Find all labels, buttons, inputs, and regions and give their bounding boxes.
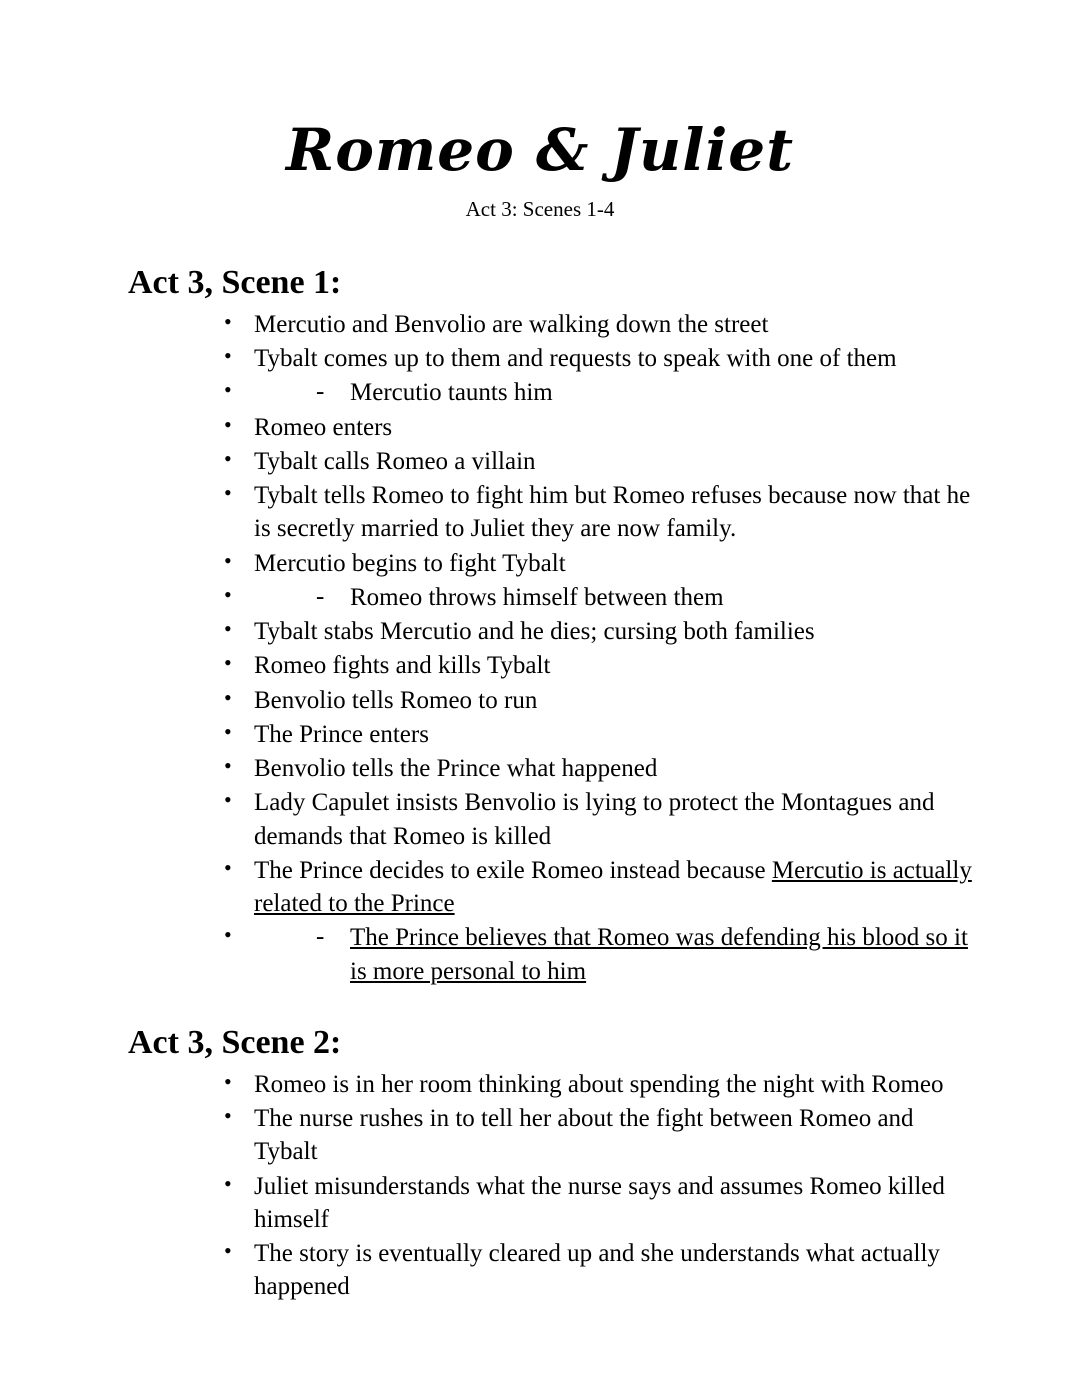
list-item: • The Prince enters <box>224 718 974 751</box>
list-item: • Tybalt stabs Mercutio and he dies; cursing both families <box>224 615 974 648</box>
sublist-container <box>224 376 974 409</box>
page-title: Romeo & Juliet <box>286 116 794 184</box>
list-item-text-underlined: Mercutio is actually related to the Prince <box>254 856 972 918</box>
sublist-container <box>224 581 974 614</box>
list-item: • The nurse rushes in to tell her about the fight between Romeo and Tybalt <box>224 1102 974 1169</box>
outline-list <box>96 308 984 988</box>
page-subtitle: Act 3: Scenes 1-4 <box>465 196 615 221</box>
sublist-item: - • The Prince believes that Romeo was defending his blood so it is more personal to him <box>316 921 974 988</box>
list-item: • Lady Capulet insists Benvolio is lying to protect the Montagues and demands that Romeo is killed <box>224 786 974 853</box>
list-item: • The story is eventually cleared up and she understands what actually happened <box>224 1237 974 1304</box>
list-item: • Tybalt tells Romeo to fight him but Romeo refuses because now that he is secretly married to Juliet they are now family. <box>224 479 974 546</box>
list-item: • Romeo is in her room thinking about spending the night with Romeo <box>224 1068 974 1101</box>
list-item-text-plain: The Prince decides to exile Romeo instead because <box>254 856 772 884</box>
list-item <box>224 854 974 921</box>
list-item: • Tybalt calls Romeo a villain <box>224 445 974 478</box>
list-item: • Benvolio tells Romeo to run <box>224 684 974 717</box>
list-item: • Romeo fights and kills Tybalt <box>224 649 974 682</box>
sublist-item: - • Romeo throws himself between them <box>316 581 974 614</box>
list-item: • Mercutio begins to fight Tybalt <box>224 547 974 580</box>
list-item: • Juliet misunderstands what the nurse says and assumes Romeo killed himself <box>224 1170 974 1237</box>
outline-sublist <box>254 581 974 614</box>
sublist-item: - • Mercutio taunts him <box>316 376 974 409</box>
sublist-container <box>224 921 974 988</box>
outline-sublist <box>254 376 974 409</box>
section-act3-scene1 <box>96 264 984 988</box>
section-heading: Act 3, Scene 2: <box>128 1023 342 1061</box>
section-act3-scene2 <box>96 1024 984 1304</box>
list-item: • Benvolio tells the Prince what happened <box>224 752 974 785</box>
list-item: • Mercutio and Benvolio are walking down the street <box>224 308 974 341</box>
outline-sublist <box>254 921 974 988</box>
section-heading: Act 3, Scene 1: <box>128 263 342 301</box>
list-item: • Tybalt comes up to them and requests to speak with one of them <box>224 342 974 375</box>
outline-list <box>96 1068 984 1304</box>
list-item: • Romeo enters <box>224 411 974 444</box>
